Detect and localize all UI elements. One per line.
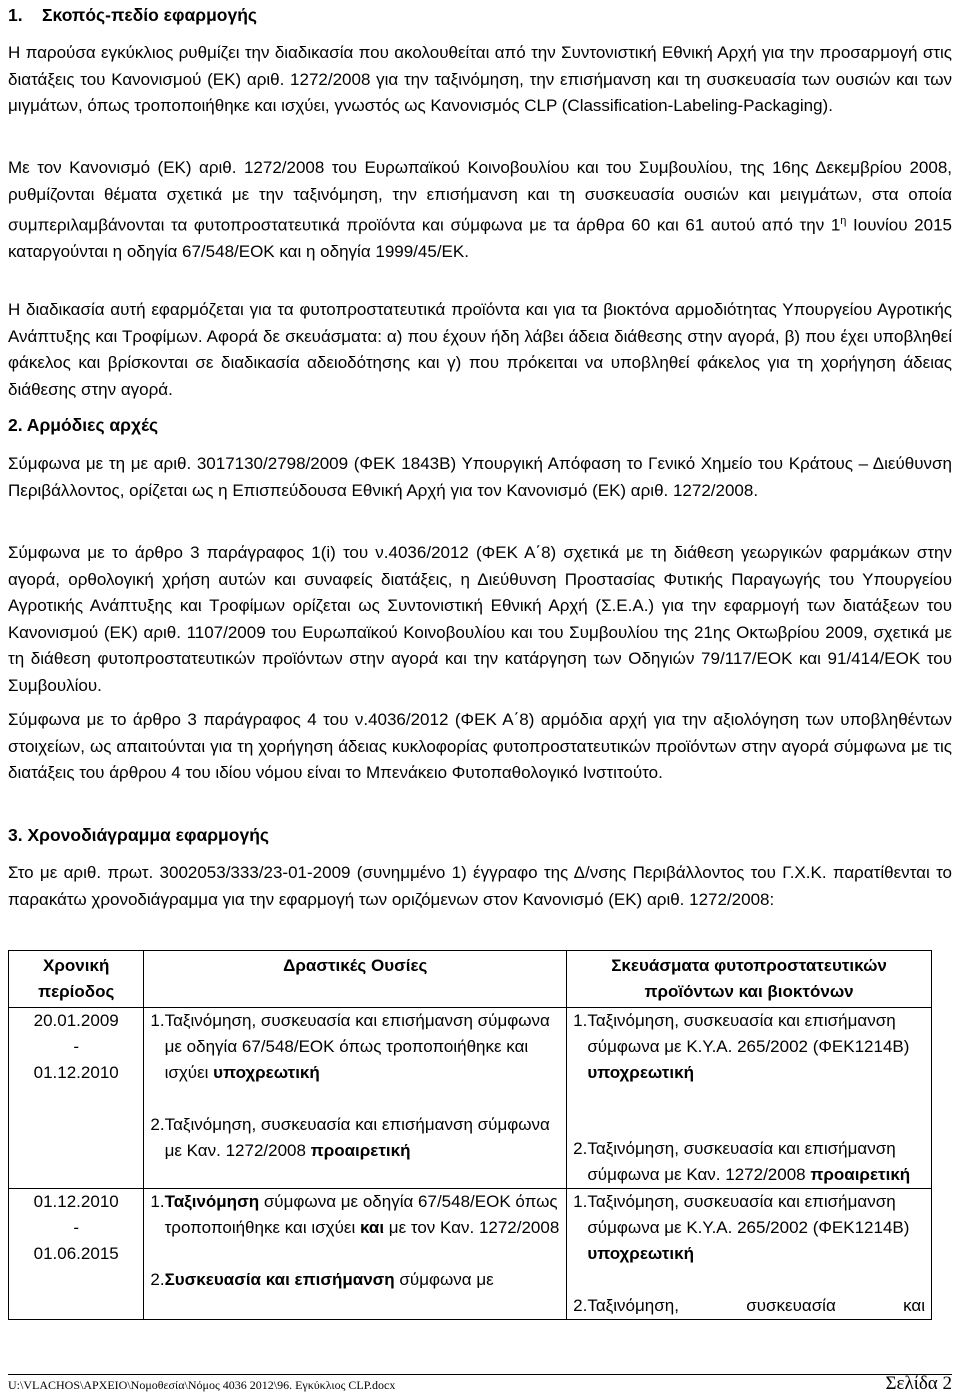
- table-header-row: [9, 951, 932, 1008]
- active-substances-cell: [144, 1189, 567, 1320]
- section-2-paragraph-2: Σύμφωνα με το άρθρο 3 παράγραφος 1(i) του ν.4036/2012 (ΦΕΚ Α΄8) σχετικά με τη διάθεση γεωργικών φαρμάκων στην αγορά, ορθολογική χρήση αυτών και συναφείς διατάξεις, η Διεύθυνση Προστασίας Φυτικής Παραγωγής του Υπουργείου Αγροτικής Ανάπτυξης και Τροφίμων ορίζεται ως Συντονιστική Εθνική Αρχή (Σ.Ε.Α.) για την εφαρμογή των διατάξεων του Κανονισμού (ΕΚ) αριθ. 1107/2009 του Ευρωπαϊκού Κοινοβουλίου και του Συμβουλίου της 21ης Οκτωβρίου 2009, σχετικά με τη διάθεση φυτοπροστατευτικών προϊόντων στην αγορά και την κατάργηση των Οδηγιών 79/117/ΕΟΚ και 91/414/ΕΟΚ του Συμβουλίου.: [8, 543, 952, 695]
- list-item: 2. Ταξινόμηση, συσκευασία και επισήμανση σύμφωνα με Καν. 1272/2008 προαιρετική: [573, 1139, 911, 1184]
- table-row: [9, 1008, 932, 1189]
- period-cell: 01.12.2010 - 01.06.2015: [9, 1189, 144, 1320]
- list-item: 2. Ταξινόμηση, συσκευασία και επισήμανση σύμφωνα με Καν. 1272/2008 προαιρετική: [150, 1115, 550, 1160]
- section-1-paragraph-3: Η διαδικασία αυτή εφαρμόζεται για τα φυτοπροστατευτικά προϊόντα και για τα βιοκτόνα αρμοδιότητας Υπουργείου Αγροτικής Ανάπτυξης και Τροφίμων. Αφορά δε σκευάσματα: α) που έχουν ήδη λάβει άδεια διάθεσης στην αγορά, β) που έχει υποβληθεί φάκελος και βρίσκονται σε διαδικασία αδειοδότησης και γ) που πρόκειται να υποβληθεί φάκελος για τη χορήγηση άδειας διάθεσης στην αγορά.: [8, 300, 952, 399]
- section-1-paragraph-2-part-b: Ιουνίου 2015 καταργούνται η οδηγία 67/548/ΕΟΚ και η οδηγία 1999/45/ΕΚ.: [8, 215, 952, 262]
- list-item: 1. Ταξινόμηση, συσκευασία και επισήμανση σύμφωνα με οδηγία 67/548/ΕΟΚ όπως τροποποιήθηκε και ισχύει υποχρεωτική: [150, 1011, 550, 1082]
- preparations-cell: [567, 1189, 932, 1320]
- page-footer: [8, 1374, 952, 1395]
- list-item: 1. Ταξινόμηση, συσκευασία και επισήμανση σύμφωνα με Κ.Υ.Α. 265/2002 (ΦΕΚ1214Β) υποχρεωτική: [573, 1192, 910, 1263]
- list-item: 1. Ταξινόμηση, συσκευασία και επισήμανση σύμφωνα με Κ.Υ.Α. 265/2002 (ΦΕΚ1214Β) υποχρεωτική: [573, 1011, 910, 1082]
- section-1-paragraph-2: [8, 155, 952, 266]
- list-item: 2. Ταξινόμηση, συσκευασία και: [573, 1296, 925, 1315]
- file-path: U:\VLACHOS\ΑΡΧΕΙΟ\Νομοθεσία\Νόμος 4036 2012\96. Εγκύκλιος CLP.docx: [8, 1378, 396, 1392]
- superscript-eta: η: [840, 215, 847, 227]
- header-active-substances: Δραστικές Ουσίες: [144, 951, 567, 1008]
- section-1-paragraph-2-part-a: Με τον Κανονισμό (ΕΚ) αριθ. 1272/2008 του Ευρωπαϊκού Κοινοβουλίου και του Συμβουλίου, της 16ης Δεκεμβρίου 2008, ρυθμίζονται θέματα σχετικά με την ταξινόμηση, την επισήμανση και τη συσκευασία ουσιών και μειγμάτων, στα οποία συμπεριλαμβάνονται τα φυτοπροστατευτικά προϊόντα και σύμφωνα με τα άρθρα 60 και 61 αυτού από την 1: [8, 158, 952, 235]
- section-3-paragraph-1: Στο με αριθ. πρωτ. 3002053/333/23-01-2009 (συνημμένο 1) έγγραφο της Δ/νσης Περιβάλλοντος του Γ.Χ.Κ. παρατίθενται το παρακάτω χρονοδιάγραμμα για την εφαρμογή των οριζόμενων στον Κανονισμό (ΕΚ) αριθ. 1272/2008:: [8, 863, 952, 909]
- active-substances-cell: [144, 1008, 567, 1189]
- header-preparations: Σκευάσματα φυτοπροστατευτικών προϊόντων και βιοκτόνων: [567, 951, 932, 1008]
- list-item: 2. Συσκευασία και επισήμανση σύμφωνα με: [150, 1270, 494, 1289]
- schedule-table: [8, 950, 932, 1320]
- period-cell: 20.01.2009 - 01.12.2010: [9, 1008, 144, 1189]
- list-item: 1. Ταξινόμηση σύμφωνα με οδηγία 67/548/ΕΟΚ όπως τροποποιήθηκε και ισχύει και με τον Καν. 1272/2008: [150, 1192, 560, 1237]
- section-1-paragraph-1: Η παρούσα εγκύκλιος ρυθμίζει την διαδικασία που ακολουθείται από την Συντονιστική Εθνική Αρχή για την προσαρμογή στις διατάξεις του Κανονισμού (ΕΚ) αριθ. 1272/2008 για την ταξινόμηση, την επισήμανση και τη συσκευασία των ουσιών και των μιγμάτων, όπως τροποποιήθηκε και ισχύει, γνωστός ως Κανονισμός CLP (Classification-Labeling-Packaging).: [8, 43, 952, 115]
- section-2-paragraph-1: Σύμφωνα με τη με αριθ. 3017130/2798/2009 (ΦΕΚ 1843Β) Υπουργική Απόφαση το Γενικό Χημείο του Κράτους – Διεύθυνση Περιβάλλοντος, ορίζεται ως η Επισπεύδουσα Εθνική Αρχή για τον Κανονισμό (ΕΚ) αριθ. 1272/2008.: [8, 454, 952, 500]
- section-2-heading: 2. Αρμόδιες αρχές: [8, 415, 159, 435]
- table-row: [9, 1189, 932, 1320]
- page-number: Σελίδα 2: [885, 1373, 952, 1394]
- section-3-heading: 3. Χρονοδιάγραμμα εφαρμογής: [8, 825, 269, 845]
- preparations-cell: [567, 1008, 932, 1189]
- header-period: Χρονική περίοδος: [9, 951, 144, 1008]
- section-2-paragraph-3: Σύμφωνα με το άρθρο 3 παράγραφος 4 του ν.4036/2012 (ΦΕΚ Α΄8) αρμόδια αρχή για την αξιολόγηση των υποβληθέντων στοιχείων, ως απαιτούνται για τη χορήγηση άδειας κυκλοφορίας φυτοπροστατευτικών προϊόντων στην αγορά σύμφωνα με τις διατάξεις του άρθρου 4 του ιδίου νόμου είναι το Μπενάκειο Φυτοπαθολογικό Ινστιτούτο.: [8, 710, 952, 782]
- section-1-heading: 1. Σκοπός-πεδίο εφαρμογής: [8, 5, 257, 25]
